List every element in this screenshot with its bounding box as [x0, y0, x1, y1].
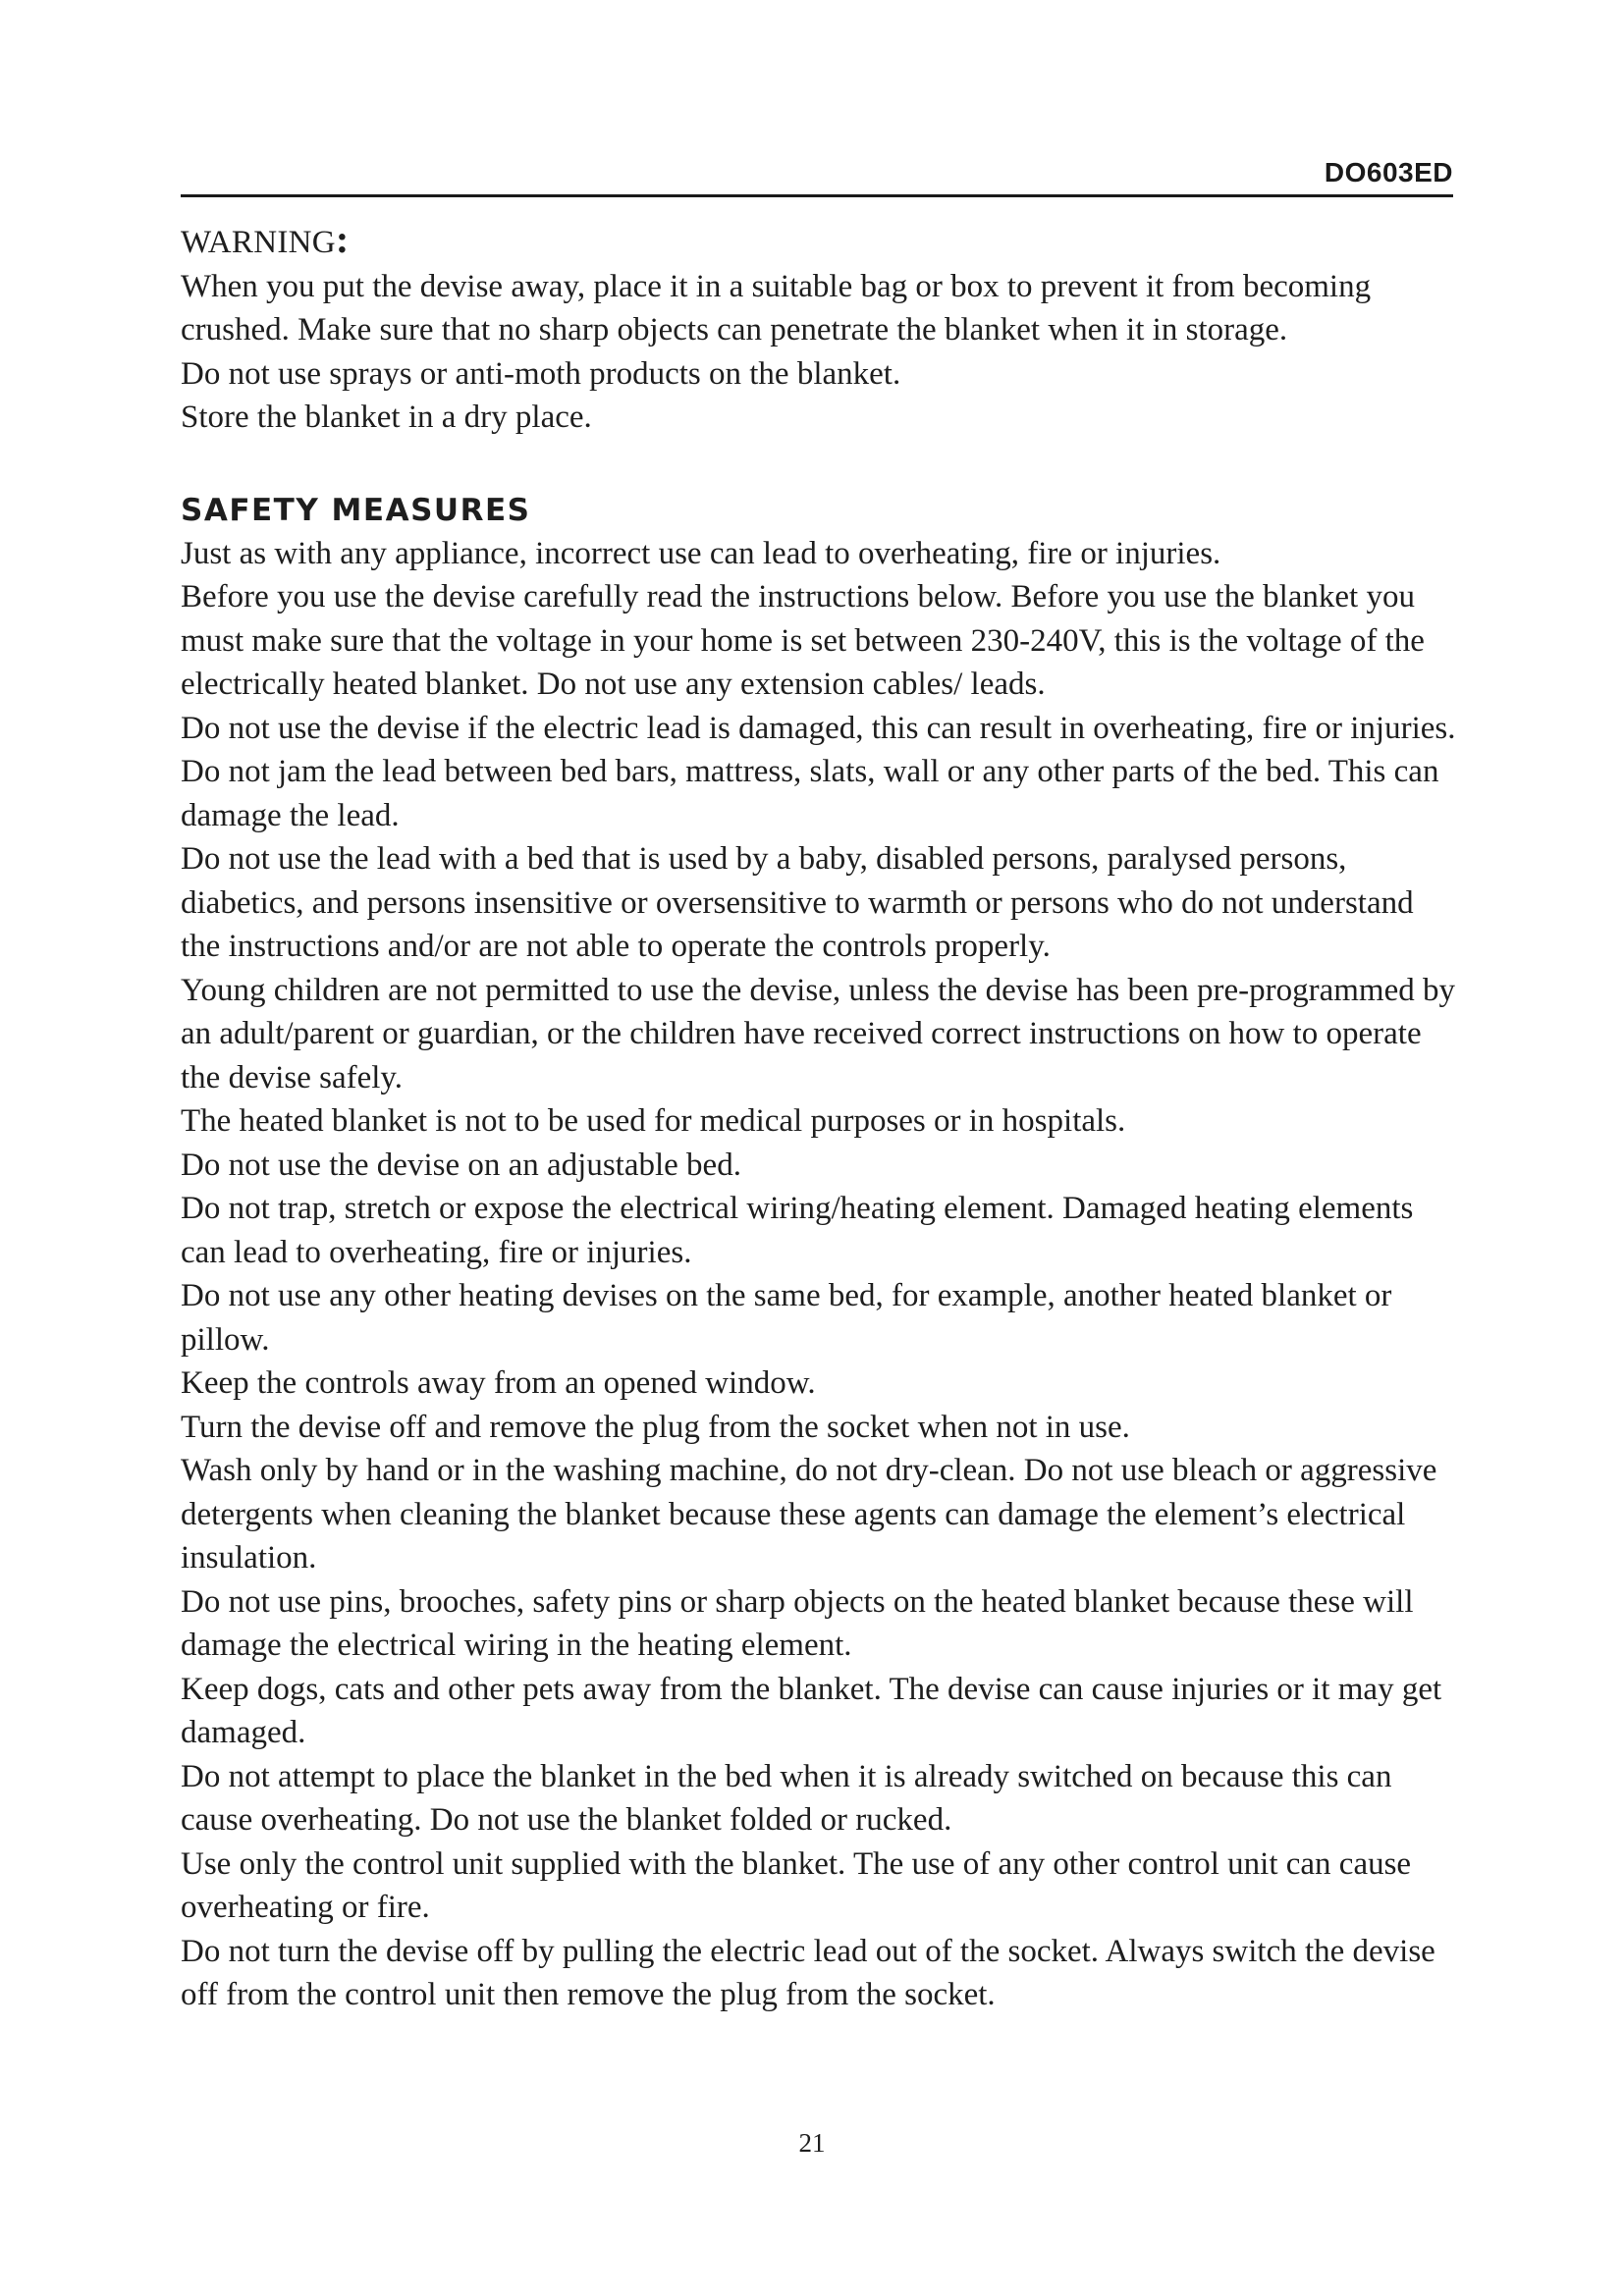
- safety-paragraph: Do not attempt to place the blanket in the bed when it is already switched on because this can cause overheating. Do not use the blanket folded or rucked.: [181, 1758, 1392, 1838]
- page-content: [181, 218, 1457, 2017]
- safety-paragraph: Do not use the lead with a bed that is used by a baby, disabled persons, paralysed persons, diabetics, and persons insensitive or oversensitive to warmth or persons who do not understand the instructions and/or are not able to operate the controls properly.: [181, 841, 1414, 964]
- warning-heading: [181, 218, 1457, 265]
- safety-paragraph: Do not use the devise on an adjustable bed.: [181, 1147, 741, 1183]
- safety-measures-heading: SAFETY MEASURES: [181, 492, 531, 528]
- warning-paragraph: Do not use sprays or anti-moth products on the blanket.: [181, 355, 901, 392]
- warning-paragraph: Store the blanket in a dry place.: [181, 400, 592, 435]
- safety-paragraph: Keep dogs, cats and other pets away from the blanket. The devise can cause injuries or it may get damaged.: [181, 1671, 1442, 1750]
- safety-paragraph: Turn the devise off and remove the plug from the socket when not in use.: [181, 1409, 1130, 1445]
- safety-paragraph: Do not use the devise if the electric lead is damaged, this can result in overheating, fire or injuries. Do not jam the lead between bed bars, mattress, slats, wall or any other parts of the bed. This can damage the lead.: [181, 710, 1456, 833]
- model-code: DO603ED: [1324, 157, 1453, 187]
- safety-paragraph: The heated blanket is not to be used for medical purposes or in hospitals.: [181, 1103, 1126, 1139]
- safety-paragraph: Keep the controls away from an opened window.: [181, 1365, 816, 1401]
- safety-paragraph: Do not use any other heating devises on the same bed, for example, another heated blanket or pillow.: [181, 1278, 1392, 1358]
- safety-paragraph: Wash only by hand or in the washing machine, do not dry-clean. Do not use bleach or aggressive detergents when cleaning the blanket because these agents can damage the element’s electrical insulation.: [181, 1453, 1437, 1575]
- safety-paragraph: Do not use pins, brooches, safety pins or sharp objects on the heated blanket because these will damage the electrical wiring in the heating element.: [181, 1583, 1414, 1663]
- page-number: 21: [798, 2128, 826, 2158]
- warning-heading-colon: :: [335, 217, 350, 261]
- safety-paragraph: Do not turn the devise off by pulling the electric lead out of the socket. Always switch the devise off from the control unit then remove the plug from the socket.: [181, 1933, 1435, 2012]
- safety-paragraph: Young children are not permitted to use the devise, unless the devise has been pre-programmed by an adult/parent or guardian, or the children have received correct instructions on how to operate the devise safely.: [181, 972, 1455, 1095]
- header-divider: [181, 194, 1453, 197]
- safety-paragraph: Use only the control unit supplied with the blanket. The use of any other control unit can cause overheating or fire.: [181, 1845, 1412, 1925]
- safety-paragraph: Just as with any appliance, incorrect use can lead to overheating, fire or injuries.: [181, 535, 1221, 571]
- warning-paragraph: When you put the devise away, place it in a suitable bag or box to prevent it from becoming crushed. Make sure that no sharp objects can penetrate the blanket when it in storage.: [181, 268, 1372, 347]
- warning-heading-text: WARNING: [181, 225, 336, 260]
- safety-paragraph: Do not trap, stretch or expose the electrical wiring/heating element. Damaged heating elements can lead to overheating, fire or injuries.: [181, 1191, 1414, 1270]
- safety-paragraph: Before you use the devise carefully read the instructions below. Before you use the blanket you must make sure that the voltage in your home is set between 230-240V, this is the voltage of the electrically heated blanket. Do not use any extension cables/ leads.: [181, 579, 1425, 702]
